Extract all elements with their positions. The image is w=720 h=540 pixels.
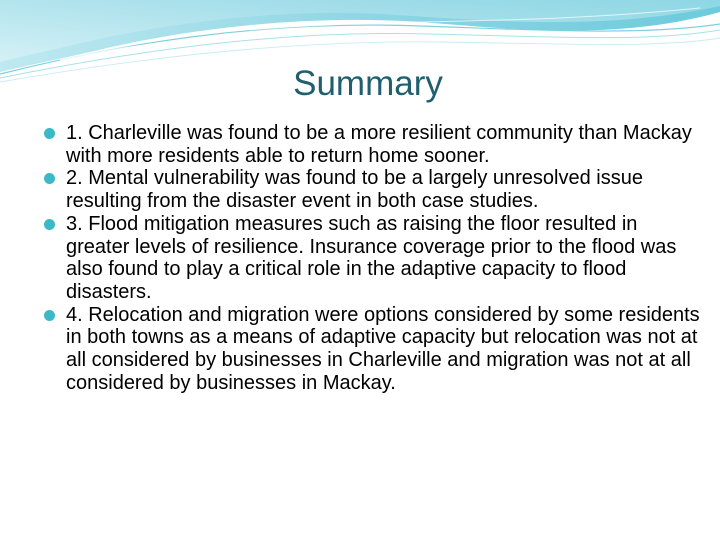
bullet-text: 1. Charleville was found to be a more resilient community than Mackay with more residents able to return home sooner. — [66, 122, 692, 167]
bullet-text: 2. Mental vulnerability was found to be a largely unresolved issue resulting from the disaster event in both case studies. — [66, 167, 643, 213]
bullet-text: 4. Relocation and migration were options considered by some residents in both towns as a means of adaptive capacity but relocation was not at all considered by businesses in Charleville and migration was not at all considered by businesses in Mackay. — [66, 303, 700, 394]
summary-bullet-list — [44, 122, 704, 394]
round-bullet-icon — [44, 128, 55, 139]
list-item — [44, 213, 704, 304]
bullet-text: 3. Flood mitigation measures such as raising the floor resulted in greater levels of resilience. Insurance coverage prior to the flood was also found to play a critical role in the adaptive capacity to flood disasters. — [66, 212, 677, 303]
slide-title: Summary — [293, 64, 443, 103]
list-item — [44, 122, 704, 167]
round-bullet-icon — [44, 173, 55, 184]
round-bullet-icon — [44, 310, 55, 321]
list-item — [44, 167, 704, 212]
list-item — [44, 304, 704, 395]
round-bullet-icon — [44, 219, 55, 230]
